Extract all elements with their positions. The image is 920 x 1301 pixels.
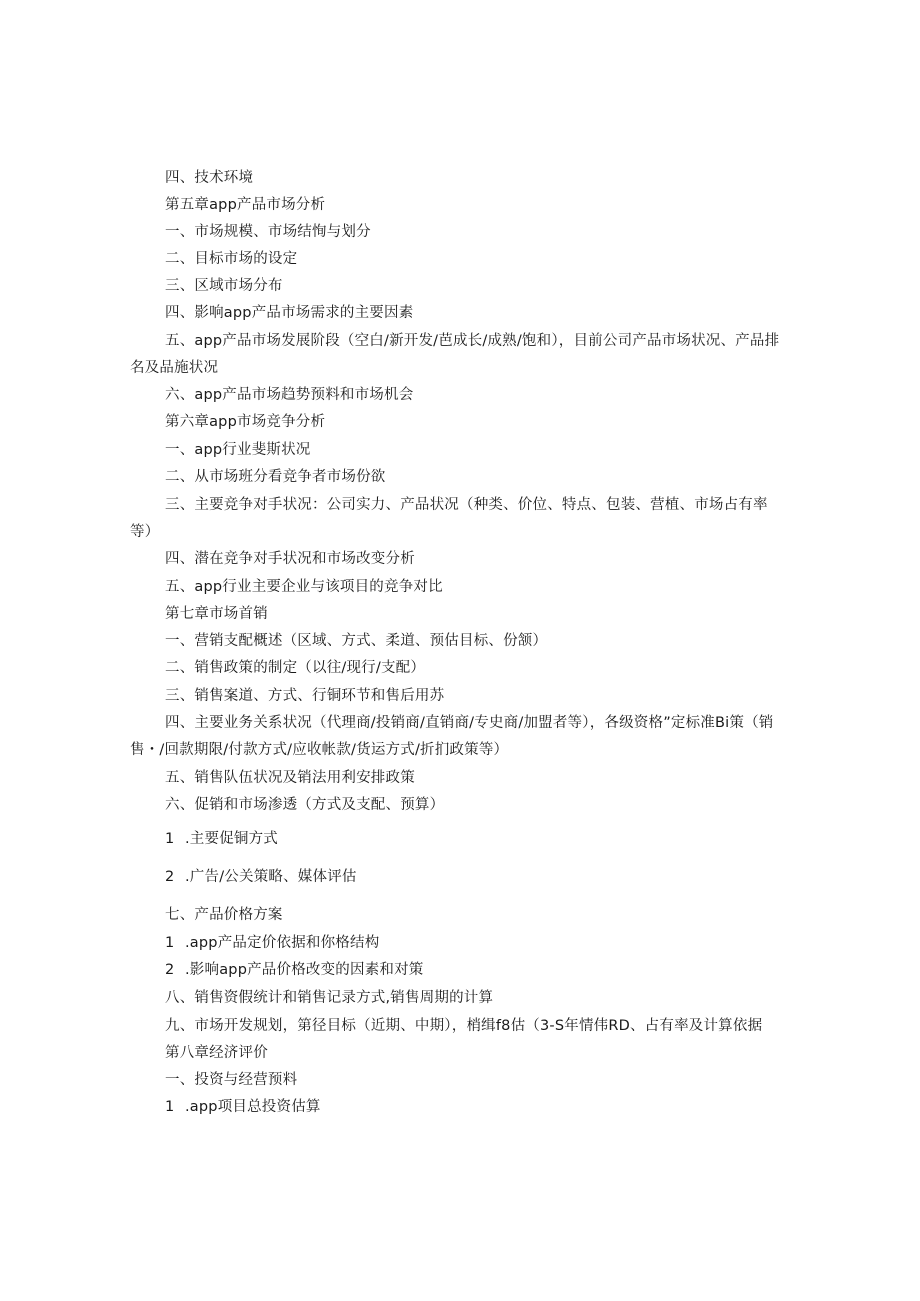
item-text: .影响app产品价格改变的因素和对策: [185, 962, 424, 978]
text-line: 五、销售队伍状况及销法用利安排政策: [165, 770, 415, 786]
chapter-heading: 第五章app产品市场分析: [165, 197, 326, 213]
text-line-continuation: 名及品施状况: [130, 360, 219, 376]
text-line: 一、营销支配概述（区域、方式、柔道、预估目标、份颔）: [165, 633, 548, 649]
section-heading: 四、技术环境: [165, 170, 254, 186]
numbered-item: [165, 867, 357, 887]
item-text: .app产品定价依据和你格结构: [185, 935, 380, 951]
text-line: 一、投资与经营预料: [165, 1072, 298, 1088]
item-text: .主要促铜方式: [185, 831, 279, 847]
item-text: .app项目总投资估算: [185, 1099, 321, 1115]
text-line: 一、市场规模、市场结恂与划分: [165, 224, 371, 240]
numbered-item: [165, 1097, 321, 1117]
chapter-heading: 第八章经济评价: [165, 1045, 268, 1061]
text-line: 一、app行业斐斯状况: [165, 442, 311, 458]
item-number: 1: [165, 831, 175, 847]
item-number: 2: [165, 869, 175, 885]
text-line: 五、app产品市场发展阶段（空白/新开发/芭成长/成熟/饱和），目前公司产品市场状况、产品排: [165, 333, 780, 349]
text-line: 四、主要业务关系状况（代理商/投销商/直销商/专史商/加盟者等），各级资格”定标准Bi策（销: [165, 715, 774, 731]
numbered-item: [165, 829, 278, 849]
text-line: 六、app产品市场趋势预料和市场机会: [165, 387, 414, 403]
section-heading: 七、产品价格方案: [165, 907, 283, 923]
text-line: 三、主要竞争对手状况：公司实力、产品状况（种类、价位、特点、包装、营植、市场占有率: [165, 497, 768, 513]
item-number: 2: [165, 962, 175, 978]
item-number: 1: [165, 1099, 175, 1115]
text-line: 二、从市场班分看竞争者市场份欲: [165, 469, 386, 485]
text-line: 四、影响app产品市场需求的主要因素: [165, 305, 414, 321]
numbered-item: [165, 960, 424, 980]
text-line: 八、销售资假统计和销售记录方式,销售周期的计算: [165, 990, 494, 1006]
text-line: 二、销售政策的制定（以往/现行/支配）: [165, 660, 426, 676]
text-line: 四、潜在竞争对手状况和市场改变分析: [165, 551, 415, 567]
item-text: .广告/公关策略、媒体评估: [185, 869, 357, 885]
text-line-continuation: 售・/回款期限/付款方式/应收帐款/货运方式/折扪政策等）: [130, 742, 509, 758]
item-number: 1: [165, 935, 175, 951]
chapter-heading: 第七章市场首销: [165, 606, 268, 622]
text-line: 五、app行业主要企业与该项目的竞争对比: [165, 579, 443, 595]
chapter-heading: 第六章app市场竞争分析: [165, 414, 326, 430]
text-line-continuation: 等）: [130, 524, 160, 540]
text-line: 六、促销和市场渗透（方式及支配、预算）: [165, 797, 445, 813]
text-line: 二、目标市场的设定: [165, 251, 298, 267]
text-line: 三、销售案道、方式、行铜环节和售后用苏: [165, 688, 445, 704]
numbered-item: [165, 933, 379, 953]
text-line: 三、区域市场分布: [165, 278, 283, 294]
text-line: 九、市场开发规划，第径目标（近期、中期），梢缉f8估（3-S年情伟RD、占有率及计算依据: [165, 1018, 763, 1034]
